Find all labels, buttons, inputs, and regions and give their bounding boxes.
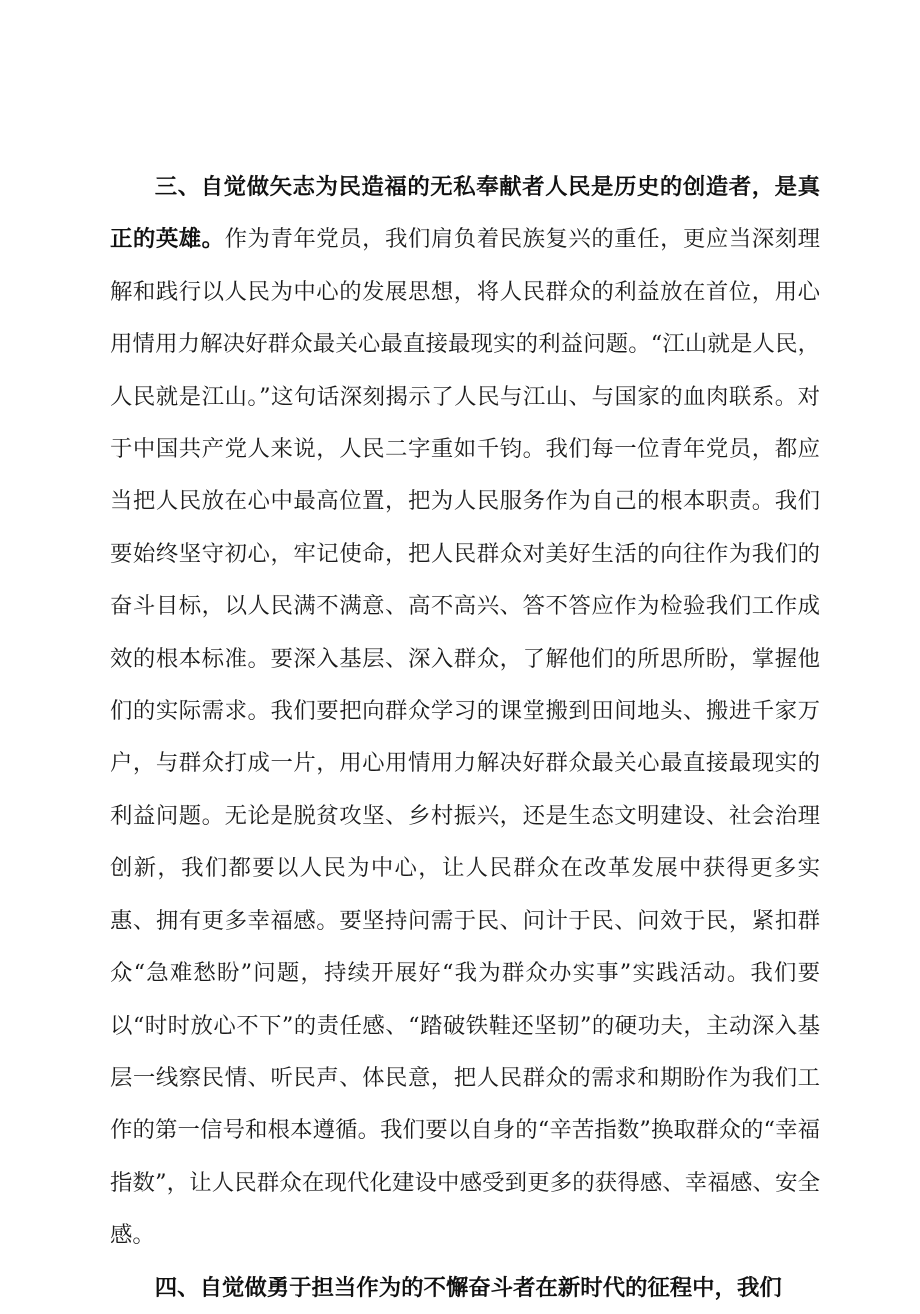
paragraph-section-3 (110, 161, 820, 1262)
paragraph-section-4 (110, 1262, 820, 1314)
section-4-heading: 四、自觉做勇于担当作为的不懈奋斗者在新时代的征程中，我们 (154, 1274, 782, 1301)
section-3-body: 作为青年党员，我们肩负着民族复兴的重任，更应当深刻理解和践行以人民为中心的发展思想，将人民群众的利益放在首位，用心用情用力解决好群众最关心最直接最现实的利益问题。“江山就是人民，人民就是江山。”这句话深刻揭示了人民与江山、与国家的血肉联系。对于中国共产党人来说，人民二字重如千钧。我们每一位青年党员，都应当把人民放在心中最高位置，把为人民服务作为自己的根本职责。我们要始终坚守初心，牢记使命，把人民群众对美好生活的向往作为我们的奋斗目标，以人民满不满意、高不高兴、答不答应作为检验我们工作成效的根本标准。要深入基层、深入群众，了解他们的所思所盼，掌握他们的实际需求。我们要把向群众学习的课堂搬到田间地头、搬进千家万户，与群众打成一片，用心用情用力解决好群众最关心最直接最现实的利益问题。无论是脱贫攻坚、乡村振兴，还是生态文明建设、社会治理创新，我们都要以人民为中心，让人民群众在改革发展中获得更多实惠、拥有更多幸福感。要坚持问需于民、问计于民、问效于民，紧扣群众“急难愁盼”问题，持续开展好“我为群众办实事”实践活动。我们要以“时时放心不下”的责任感、“踏破铁鞋还坚韧”的硬功夫，主动深入基层一线察民情、听民声、体民意，把人民群众的需求和期盼作为我们工作的第一信号和根本遵循。我们要以自身的“辛苦指数”换取群众的“幸福指数”，让人民群众在现代化建设中感受到更多的获得感、幸福感、安全感。 (110, 226, 821, 1249)
document-body (110, 161, 820, 1314)
section-3-heading: 三、自觉做矢志为民造福的无私奉献者人民是历史的创造者，是真正的英雄。 (110, 174, 820, 253)
